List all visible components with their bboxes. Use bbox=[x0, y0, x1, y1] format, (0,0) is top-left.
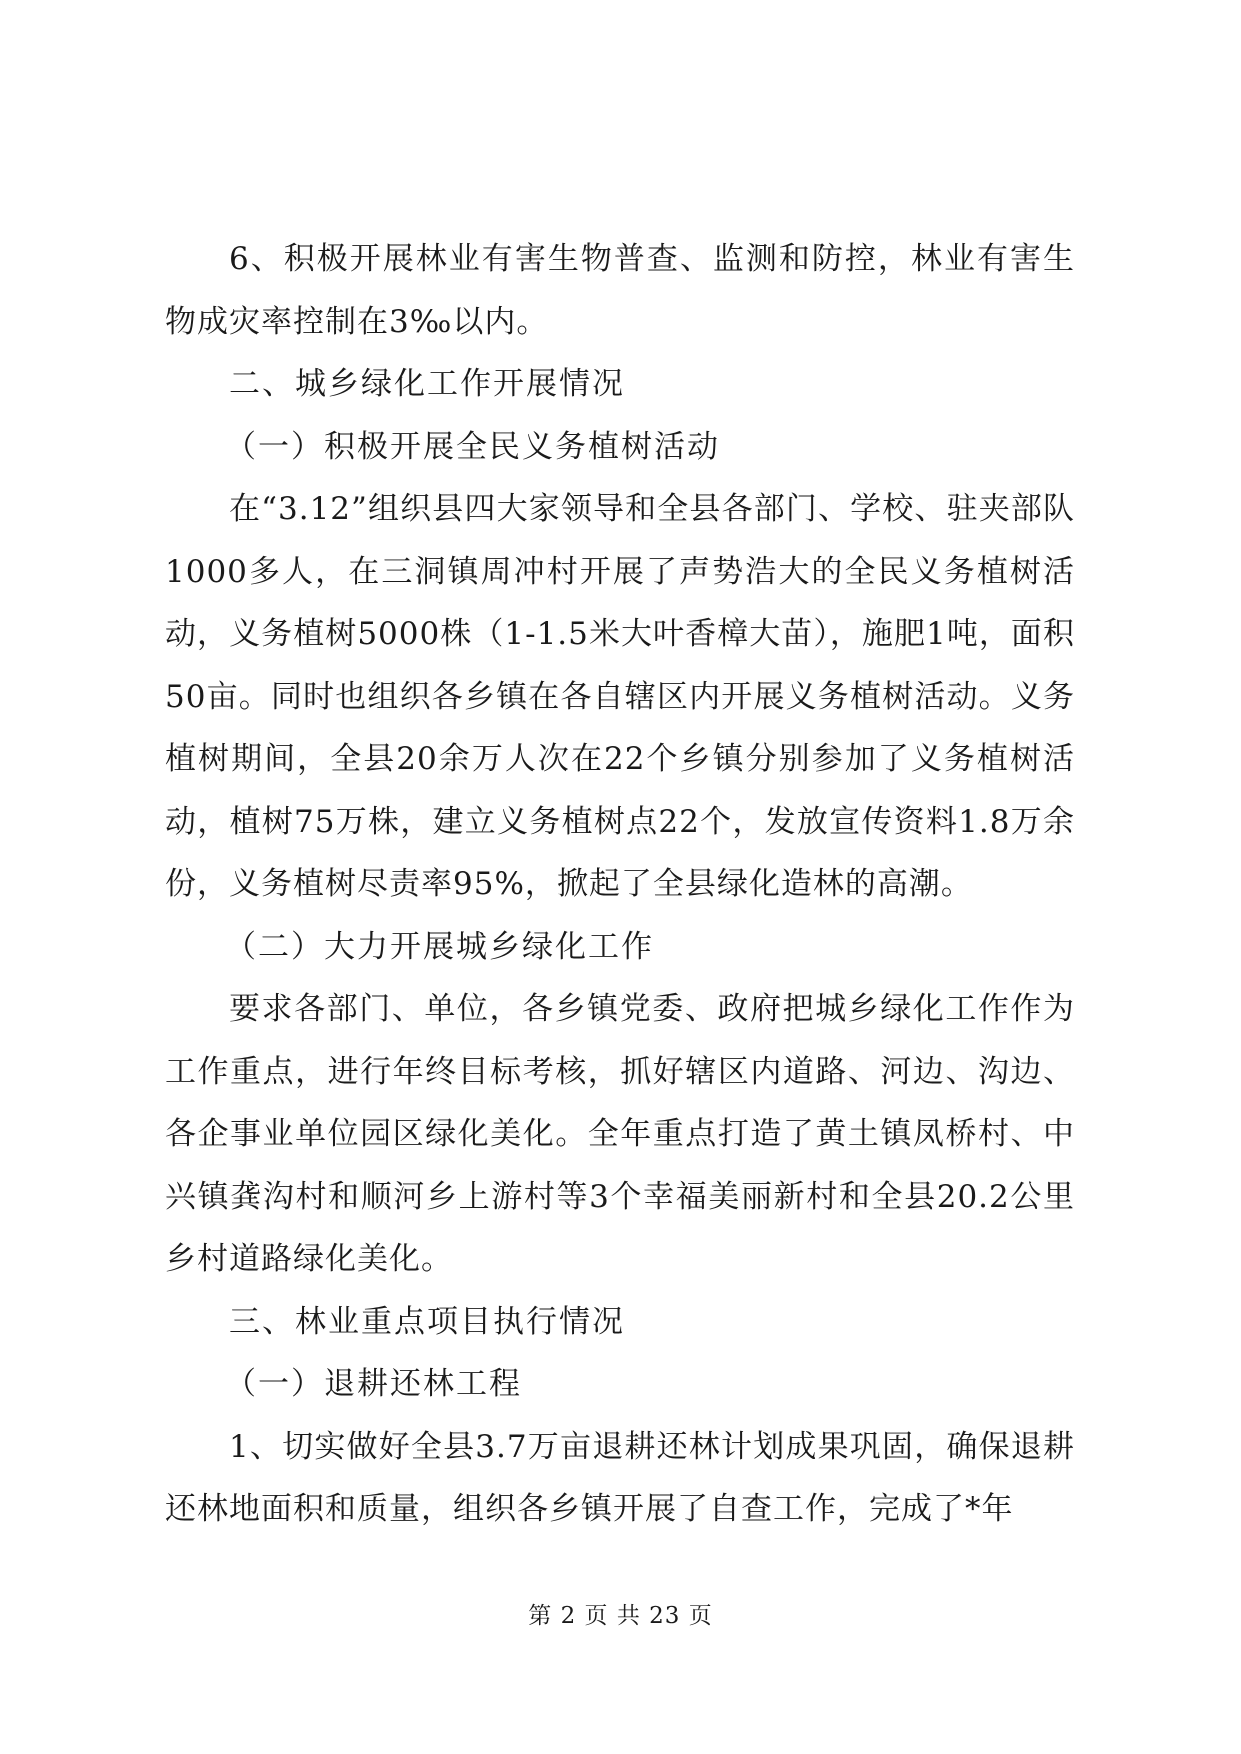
paragraph-item-6: 6、积极开展林业有害生物普查、监测和防控，林业有害生物成灾率控制在3‰以内。 bbox=[165, 241, 1075, 340]
section-heading-2: 二、城乡绿化工作开展情况 bbox=[229, 366, 625, 402]
subsection-heading-3-1: （一）退耕还林工程 bbox=[225, 1366, 522, 1402]
page-footer: 第 2 页 共 23 页 bbox=[528, 1603, 713, 1629]
paragraph-urban-greening: 要求各部门、单位，各乡镇党委、政府把城乡绿化工作作为工作重点，进行年终目标考核，抓好辖区内道路、河边、沟边、各企事业单位园区绿化美化。全年重点打造了黄土镇凤桥村、中兴镇龚沟村和顺河乡上游村等3个幸福美丽新村和全县20.2公里乡村道路绿化美化。 bbox=[165, 991, 1075, 1277]
document-body bbox=[165, 228, 1075, 1541]
section-heading-3: 三、林业重点项目执行情况 bbox=[229, 1303, 625, 1340]
paragraph-item-1: 1、切实做好全县3.7万亩退耕还林计划成果巩固，确保退耕还林地面积和质量，组织各乡镇开展了自查工作，完成了*年 bbox=[165, 1428, 1075, 1527]
paragraph-tree-planting: 在“3.12”组织县四大家领导和全县各部门、学校、驻夹部队1000多人，在三洞镇周冲村开展了声势浩大的全民义务植树活动，义务植树5000株（1-1.5米大叶香樟大苗），施肥1吨，面积50亩。同时也组织各乡镇在各自辖区内开展义务植树活动。义务植树期间，全县20余万人次在22个乡镇分别参加了义务植树活动，植树75万株，建立义务植树点22个，发放宣传资料1.8万余份，义务植树尽责率95%，掀起了全县绿化造林的高潮。 bbox=[165, 491, 1075, 902]
subsection-heading-2-1: （一）积极开展全民义务植树活动 bbox=[225, 428, 720, 465]
subsection-heading-2-2: （二）大力开展城乡绿化工作 bbox=[225, 928, 654, 965]
